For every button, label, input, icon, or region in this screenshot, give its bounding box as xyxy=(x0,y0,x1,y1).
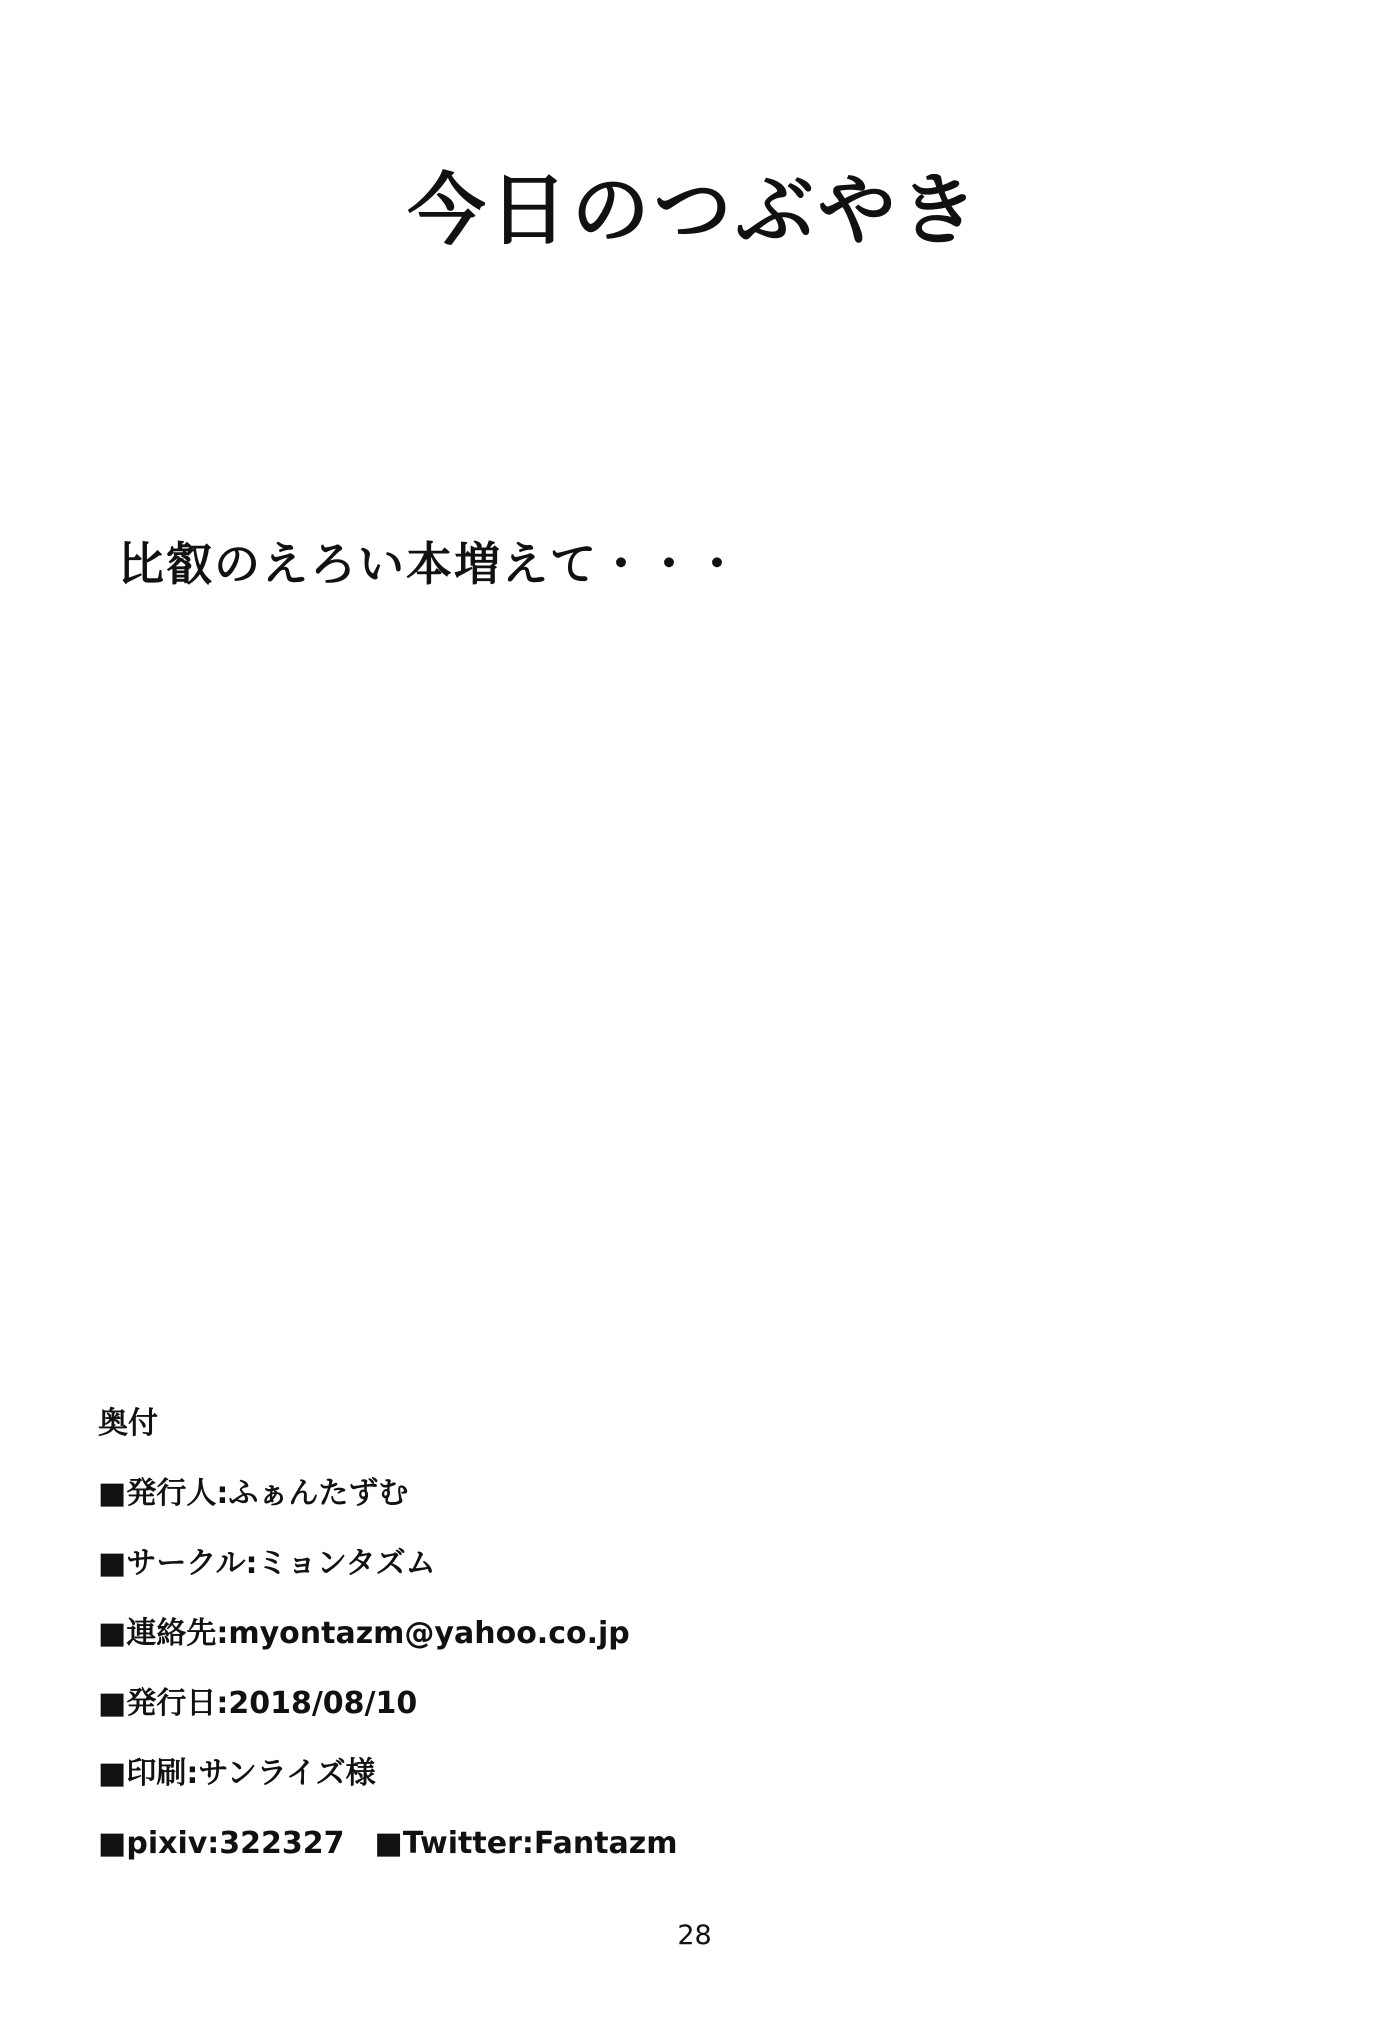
page-title: 今日のつぶやき xyxy=(407,166,982,256)
colophon-line-printer: ■印刷:サンライズ様 xyxy=(98,1756,376,1791)
colophon-line-circle: ■サークル:ミョンタズム xyxy=(98,1546,436,1581)
colophon-heading: 奥付 xyxy=(98,1406,158,1441)
page-number: 28 xyxy=(677,1920,712,1951)
colophon-block xyxy=(98,1398,1198,1862)
colophon-line-publisher: ■発行人:ふぁんたずむ xyxy=(98,1476,409,1511)
colophon-line-social: ■pixiv:322327 ■Twitter:Fantazm xyxy=(98,1826,678,1861)
colophon-line-contact: ■連絡先:myontazm@yahoo.co.jp xyxy=(98,1616,630,1651)
page-subtitle: 比叡のえろい本増えて・・・ xyxy=(118,537,742,591)
colophon-line-date: ■発行日:2018/08/10 xyxy=(98,1686,418,1721)
